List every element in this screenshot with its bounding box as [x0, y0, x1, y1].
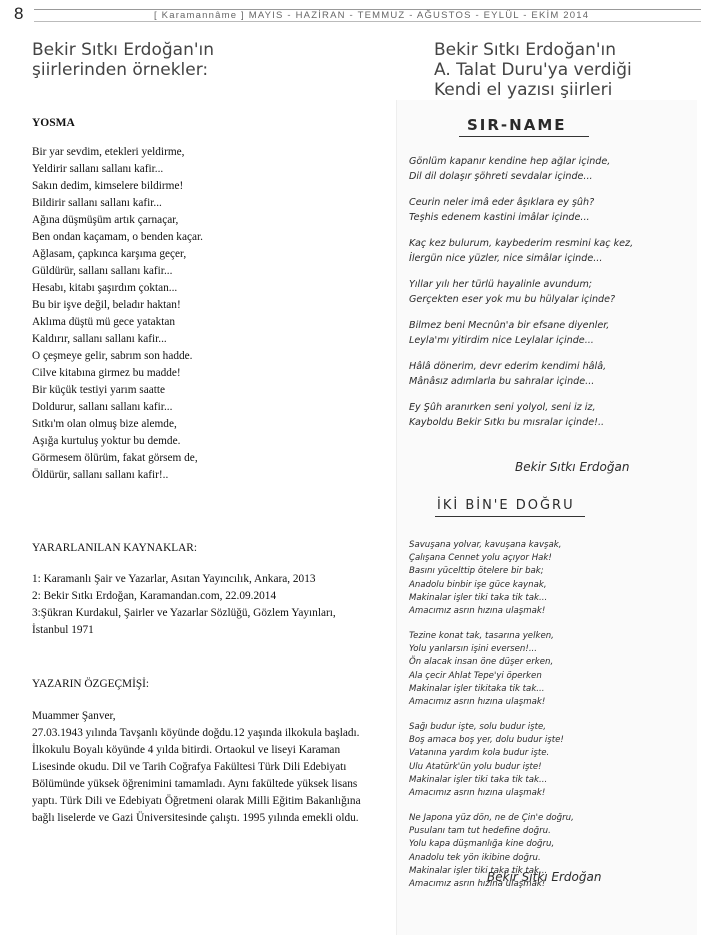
manuscript-poem2-title: İKİ BİN'E DOĞRU: [437, 498, 575, 513]
right-heading: [434, 40, 704, 100]
manuscript-line: Yıllar yılı her türlü hayalinle avundum;: [409, 279, 593, 290]
manuscript-line: Ala çecir Ahlat Tepe'yi öperken: [409, 670, 542, 681]
manuscript-line: Makinalar işler tiki taka tik tak...: [409, 774, 548, 785]
manuscript-line: Teşhis edenem kastini imâlar içinde...: [409, 212, 590, 223]
manuscript-line: Leyla'mı yitirdim nice Leylalar içinde...: [409, 335, 594, 346]
manuscript-line: Ön alacak insan öne düşer erken,: [409, 657, 554, 668]
right-heading-line: A. Talat Duru'ya verdiği: [434, 60, 632, 80]
manuscript-line: Amacımız asrın hızına ulaşmak!: [409, 697, 546, 707]
poem-line: Doldurur, sallanı sallanı kafir...: [32, 401, 173, 413]
manuscript-signature: Bekir Sıtkı Erdoğan: [487, 870, 602, 884]
manuscript-line: Basını yücelttip ötelere bir bak;: [409, 566, 544, 577]
poem-line: Hesabı, kitabı şaşırdım çoktan...: [32, 282, 178, 294]
poem-line: O çeşmeye gelir, sabrım son hadde.: [32, 350, 193, 362]
poem-line: Cilve kitabına girmez bu madde!: [32, 367, 181, 379]
manuscript-line: Amacımız asrın hızına ulaşmak!: [409, 788, 546, 798]
running-title: [ Karamannâme ] MAYIS - HAZİRAN - TEMMUZ - AĞUSTOS - EYLÜL - EKİM 2014: [150, 10, 593, 21]
poem-line: Bir yar sevdim, etekleri yeldirme,: [32, 146, 185, 158]
manuscript-line: Ceurin neler imâ eder âşıklara ey şûh?: [409, 197, 595, 208]
poem-line: Sıtkı'm olan olmuş bize alemde,: [32, 418, 177, 430]
title-underline: [459, 136, 589, 137]
poem-line: Kaldırır, sallanı sallanı kafir...: [32, 333, 167, 345]
poem-line: Sakın dedim, kimselere bildirme!: [32, 180, 184, 192]
manuscript-line: Dil dil dolaşır şöhreti sevdalar içinde...: [409, 171, 593, 182]
author-bio-section: [32, 676, 377, 827]
manuscript-line: Makinalar işler tikitaka tik tak...: [409, 683, 545, 694]
manuscript-line: Gönlüm kapanır kendine hep ağlar içinde,: [409, 156, 611, 167]
manuscript-line: Boş amaca boş yer, dolu budur işte!: [409, 735, 564, 746]
reference-item: 1: Karamanlı Şair ve Yazarlar, Asıtan Yayıncılık, Ankara, 2013: [32, 573, 316, 585]
page-header: [0, 0, 711, 26]
manuscript-line: Bilmez beni Mecnûn'a bir efsane diyenler,: [409, 320, 610, 331]
manuscript-line: Kaç kez bulurum, kaybederim resmini kaç kez,: [409, 238, 634, 249]
left-heading-line: şiirlerinden örnekler:: [32, 60, 209, 80]
right-heading-line: Bekir Sıtkı Erdoğan'ın: [434, 40, 617, 60]
manuscript-line: Amacımız asrın hızına ulaşmak!: [409, 606, 546, 616]
poem-line: Ağlasam, çapkınca karşıma geçer,: [32, 248, 187, 260]
manuscript-line: Amacımız asrın hızına ulaşmak!: [409, 879, 546, 889]
manuscript-line: Pusulanı tam tut hedefine doğru.: [409, 826, 551, 837]
manuscript-line: Savuşana yolvar, kavuşana kavşak,: [409, 540, 562, 550]
poem-line: Görmesem ölürüm, fakat görsem de,: [32, 452, 198, 464]
manuscript-line: Ne Japona yüz dön, ne de Çin'e doğru,: [409, 813, 574, 823]
poem-line: Bir küçük testiyi yarım saatte: [32, 384, 166, 396]
manuscript-line: Hâlâ dönerim, devr ederim kendimi hâlâ,: [409, 361, 607, 372]
manuscript-line: Ey Şûh aranırken seni yolyol, seni iz iz,: [409, 402, 596, 413]
manuscript-line: Makinalar işler tiki taka tik tak...: [409, 592, 548, 603]
reference-item: 3:Şükran Kurdakul, Şairler ve Yazarlar Sözlüğü, Gözlem Yayınları, İstanbul 1971: [32, 607, 336, 636]
bio-name: Muammer Şanver,: [32, 710, 116, 722]
left-heading-line: Bekir Sıtkı Erdoğan'ın: [32, 40, 215, 60]
right-heading-line: Kendi el yazısı şiirleri: [434, 80, 613, 100]
title-underline: [435, 516, 585, 517]
references-title: YARARLANILAN KAYNAKLAR:: [32, 542, 197, 554]
header-rule-lower: [34, 21, 701, 22]
poem-title: YOSMA: [32, 117, 75, 129]
manuscript-line: Ulu Atatürk'ün yolu budur işte!: [409, 761, 542, 772]
manuscript-line: Mânâsız adımlarla bu sahralar içinde...: [409, 376, 595, 387]
poem-line: Ben ondan kaçamam, o benden kaçar.: [32, 231, 203, 243]
poem-line: Aşığa kurtuluş yoktur bu demde.: [32, 435, 181, 447]
poem-yosma: [32, 115, 362, 484]
poem-line: Yeldirir sallanı sallanı kafir...: [32, 163, 164, 175]
references-section: [32, 540, 372, 639]
manuscript-line: Kayboldu Bekir Sıtkı bu mısralar içinde!..: [409, 417, 605, 428]
bio-text: 27.03.1943 yılında Tavşanlı köyünde doğdu.12 yaşında ilkokula başladı. İlkokulu Boyalı köyünde 4 yılda bitirdi. Ortaokul ve liseyi Karaman Lisesinde okudu. Dil ve Tarih Coğrafya Fakültesi Türk Dili Edebiyatı Bölümünde yüksek öğrenimini tamamladı. Aynı fakültede yüksek lisans yaptı. Türk Dili ve Edebiyatı Öğretmeni olarak Milli Eğitim Bakanlığına bağlı liselerde ve Gazi Üniversitesinde çalıştı. 1995 yılında emekli oldu.: [32, 727, 361, 824]
manuscript-line: Makinalar işler tiki taka tik tak...: [409, 865, 548, 876]
poem-line: Aklıma düştü mü gece yataktan: [32, 316, 176, 328]
bio-title: YAZARIN ÖZGEÇMİŞİ:: [32, 678, 150, 690]
manuscript-poem1-title: SIR-NAME: [467, 116, 567, 134]
manuscript-line: Vatanına yardım kola budur işte.: [409, 748, 550, 759]
manuscript-line: Anadolu binbir işe güce kaynak,: [409, 579, 547, 590]
reference-item: 2: Bekir Sıtkı Erdoğan, Karamandan.com, 22.09.2014: [32, 590, 277, 602]
poem-line: Öldürür, sallanı sallanı kafir!..: [32, 469, 169, 481]
handwritten-manuscript-scan: [396, 100, 697, 935]
poem-line: Ağına düşmüşüm artık çarnaçar,: [32, 214, 179, 226]
poem-line: Bu bir işve değil, beladır haktan!: [32, 299, 181, 311]
manuscript-line: İlergün nice yüzler, nice simâlar içinde...: [409, 253, 603, 264]
manuscript-line: Yolu yanlarsın işini eversen!...: [409, 644, 538, 655]
manuscript-line: Çalışana Cennet yolu açıyor Hak!: [409, 553, 552, 564]
manuscript-line: Gerçekten eser yok mu bu hülyalar içinde?: [409, 294, 616, 305]
poem-line: Güldürür, sallanı sallanı kafir...: [32, 265, 173, 277]
manuscript-line: Sağı budur işte, solu budur işte,: [409, 722, 546, 732]
manuscript-line: Anadolu tek yön ikibine doğru.: [409, 852, 541, 863]
manuscript-line: Yolu kapa düşmanlığa kine doğru,: [409, 839, 555, 850]
page-number: 8: [14, 4, 24, 23]
manuscript-signature: Bekir Sıtkı Erdoğan: [515, 460, 630, 474]
poem-lines: [32, 144, 362, 484]
manuscript-line: Tezine konat tak, tasarına yelken,: [409, 631, 554, 641]
poem-line: Bildirir sallanı sallanı kafir...: [32, 197, 162, 209]
left-heading: [32, 40, 332, 80]
